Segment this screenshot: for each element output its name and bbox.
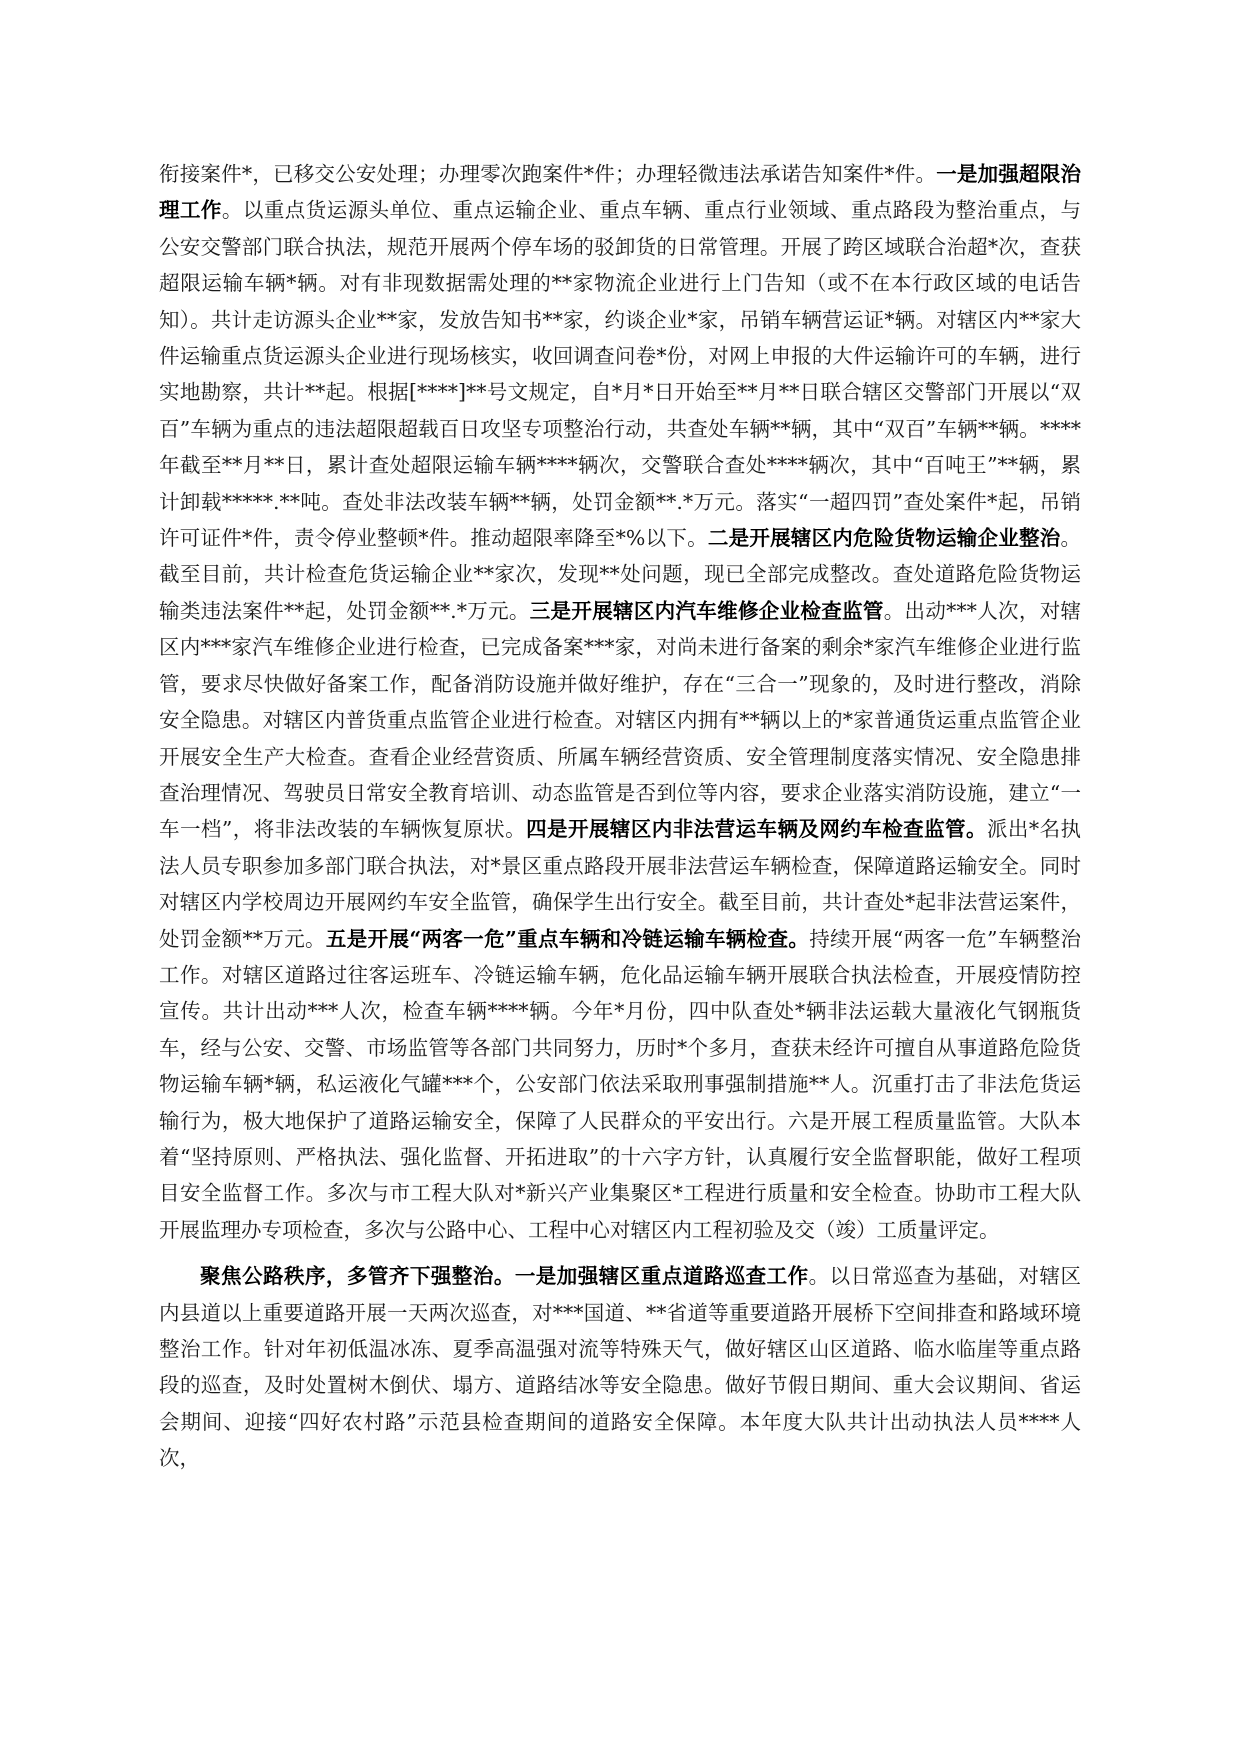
paragraph-2 <box>159 1258 1081 1476</box>
bold-heading-run: 一是加强超限治理工作 <box>159 162 1082 223</box>
text-run: 持续开展“两客一危”车辆整治工作。对辖区道路过往客运班车、冷链运输车辆，危化品运输车辆开展联合执法检查，开展疫情防控宣传。共计出动***人次，检查车辆****辆。今年*月份，四中队查处*辆非法运载大量液化气钢瓶货车，经与公安、交警、市场监管等各部门共同努力，历时*个多月，查获未经许可擅自从事道路危险货物运输车辆*辆，私运液化气罐***个，公安部门依法采取刑事强制措施**人。沉重打击了非法危货运输行为，极大地保护了道路运输安全，保障了人民群众的平安出行。六是开展工程质量监管。大队本着“坚持原则、严格执法、强化监督、开拓进取”的十六字方针，认真履行安全监督职能，做好工程项目安全监督工作。多次与市工程大队对*新兴产业集聚区*工程进行质量和安全检查。协助市工程大队开展监理办专项检查，多次与公路中心、工程中心对辖区内工程初验及交（竣）工质量评定。 <box>159 926 1081 1242</box>
text-run: 衔接案件*，已移交公安处理；办理零次跑案件*件；办理轻微违法承诺告知案件*件。 <box>159 162 937 186</box>
text-run: 。以日常巡查为基础，对辖区内县道以上重要道路开展一天两次巡查，对***国道、**省道等重要道路开展桥下空间排查和路域环境整治工作。针对年初低温冰冻、夏季高温强对流等特殊天气，做好辖区山区道路、临水临崖等重点路段的巡查，及时处置树木倒伏、塌方、道路结冰等安全隐患。做好节假日期间、重大会议期间、省运会期间、迎接“四好农村路”示范县检查期间的道路安全保障。本年度大队共计出动执法人员****人次， <box>159 1264 1082 1471</box>
document-body <box>159 156 1081 1477</box>
text-run: 派出*名执法人员专职参加多部门联合执法，对*景区重点路段开展非法营运车辆检查，保障道路运输安全。同时对辖区内学校周边开展网约车安全监管，确保学生出行安全。截至目前，共计查处*起非法营运案件，处罚金额**万元。 <box>159 817 1082 951</box>
text-run: 。截至目前，共计检查危货运输企业**家次，发现**处问题，现已全部完成整改。查处道路危险货物运输类违法案件**起，处罚金额**.*万元。 <box>159 526 1082 623</box>
bold-heading-run: 四是开展辖区内非法营运车辆及网约车检查监管。 <box>526 817 987 842</box>
bold-heading-run: 聚焦公路秩序，多管齐下强整治。一是加强辖区重点道路巡查工作 <box>200 1264 809 1289</box>
text-run: 。以重点货运源头单位、重点运输企业、重点车辆、重点行业领域、重点路段为整治重点，与公安交警部门联合执法，规范开展两个停车场的驳卸货的日常管理。开展了跨区域联合治超*次，查获超限运输车辆*辆。对有非现数据需处理的**家物流企业进行上门告知（或不在本行政区域的电话告知）。共计走访源头企业**家，发放告知书**家，约谈企业*家，吊销车辆营运证*辆。对辖区内**家大件运输重点货运源头企业进行现场核实，收回调查问卷*份，对网上申报的大件运输许可的车辆，进行实地勘察，共计**起。根据[****]**号文规定，自*月*日开始至**月**日联合辖区交警部门开展以“双百”车辆为重点的违法超限超载百日攻坚专项整治行动，共查处车辆**辆，其中“双百”车辆**辆。****年截至**月**日，累计查处超限运输车辆****辆次，交警联合查处****辆次，其中“百吨王”**辆，累计卸载*****.**吨。查处非法改装车辆**辆，处罚金额**.*万元。落实“一超四罚”查处案件*起，吊销许可证件*件，责令停业整顿*件。推动超限率降至*%以下。 <box>159 198 1082 551</box>
bold-heading-run: 二是开展辖区内危险货物运输企业整治 <box>707 526 1061 551</box>
text-run: 。出动***人次，对辖区内***家汽车维修企业进行检查，已完成备案***家，对尚未进行备案的剩余*家汽车维修企业进行监管，要求尽快做好备案工作，配备消防设施并做好维护，存在“三合一”现象的，及时进行整改，消除安全隐患。对辖区内普货重点监管企业进行检查。对辖区内拥有**辆以上的*家普通货运重点监管企业开展安全生产大检查。查看企业经营资质、所属车辆经营资质、安全管理制度落实情况、安全隐患排查治理情况、驾驶员日常安全教育培训、动态监管是否到位等内容，要求企业落实消防设施，建立“一车一档”，将非法改装的车辆恢复原状。 <box>159 598 1082 842</box>
bold-heading-run: 五是开展“两客一危”重点车辆和冷链运输车辆检查。 <box>325 926 810 951</box>
bold-heading-run: 三是开展辖区内汽车维修企业检查监管 <box>529 598 884 623</box>
paragraph-1 <box>159 156 1081 1248</box>
